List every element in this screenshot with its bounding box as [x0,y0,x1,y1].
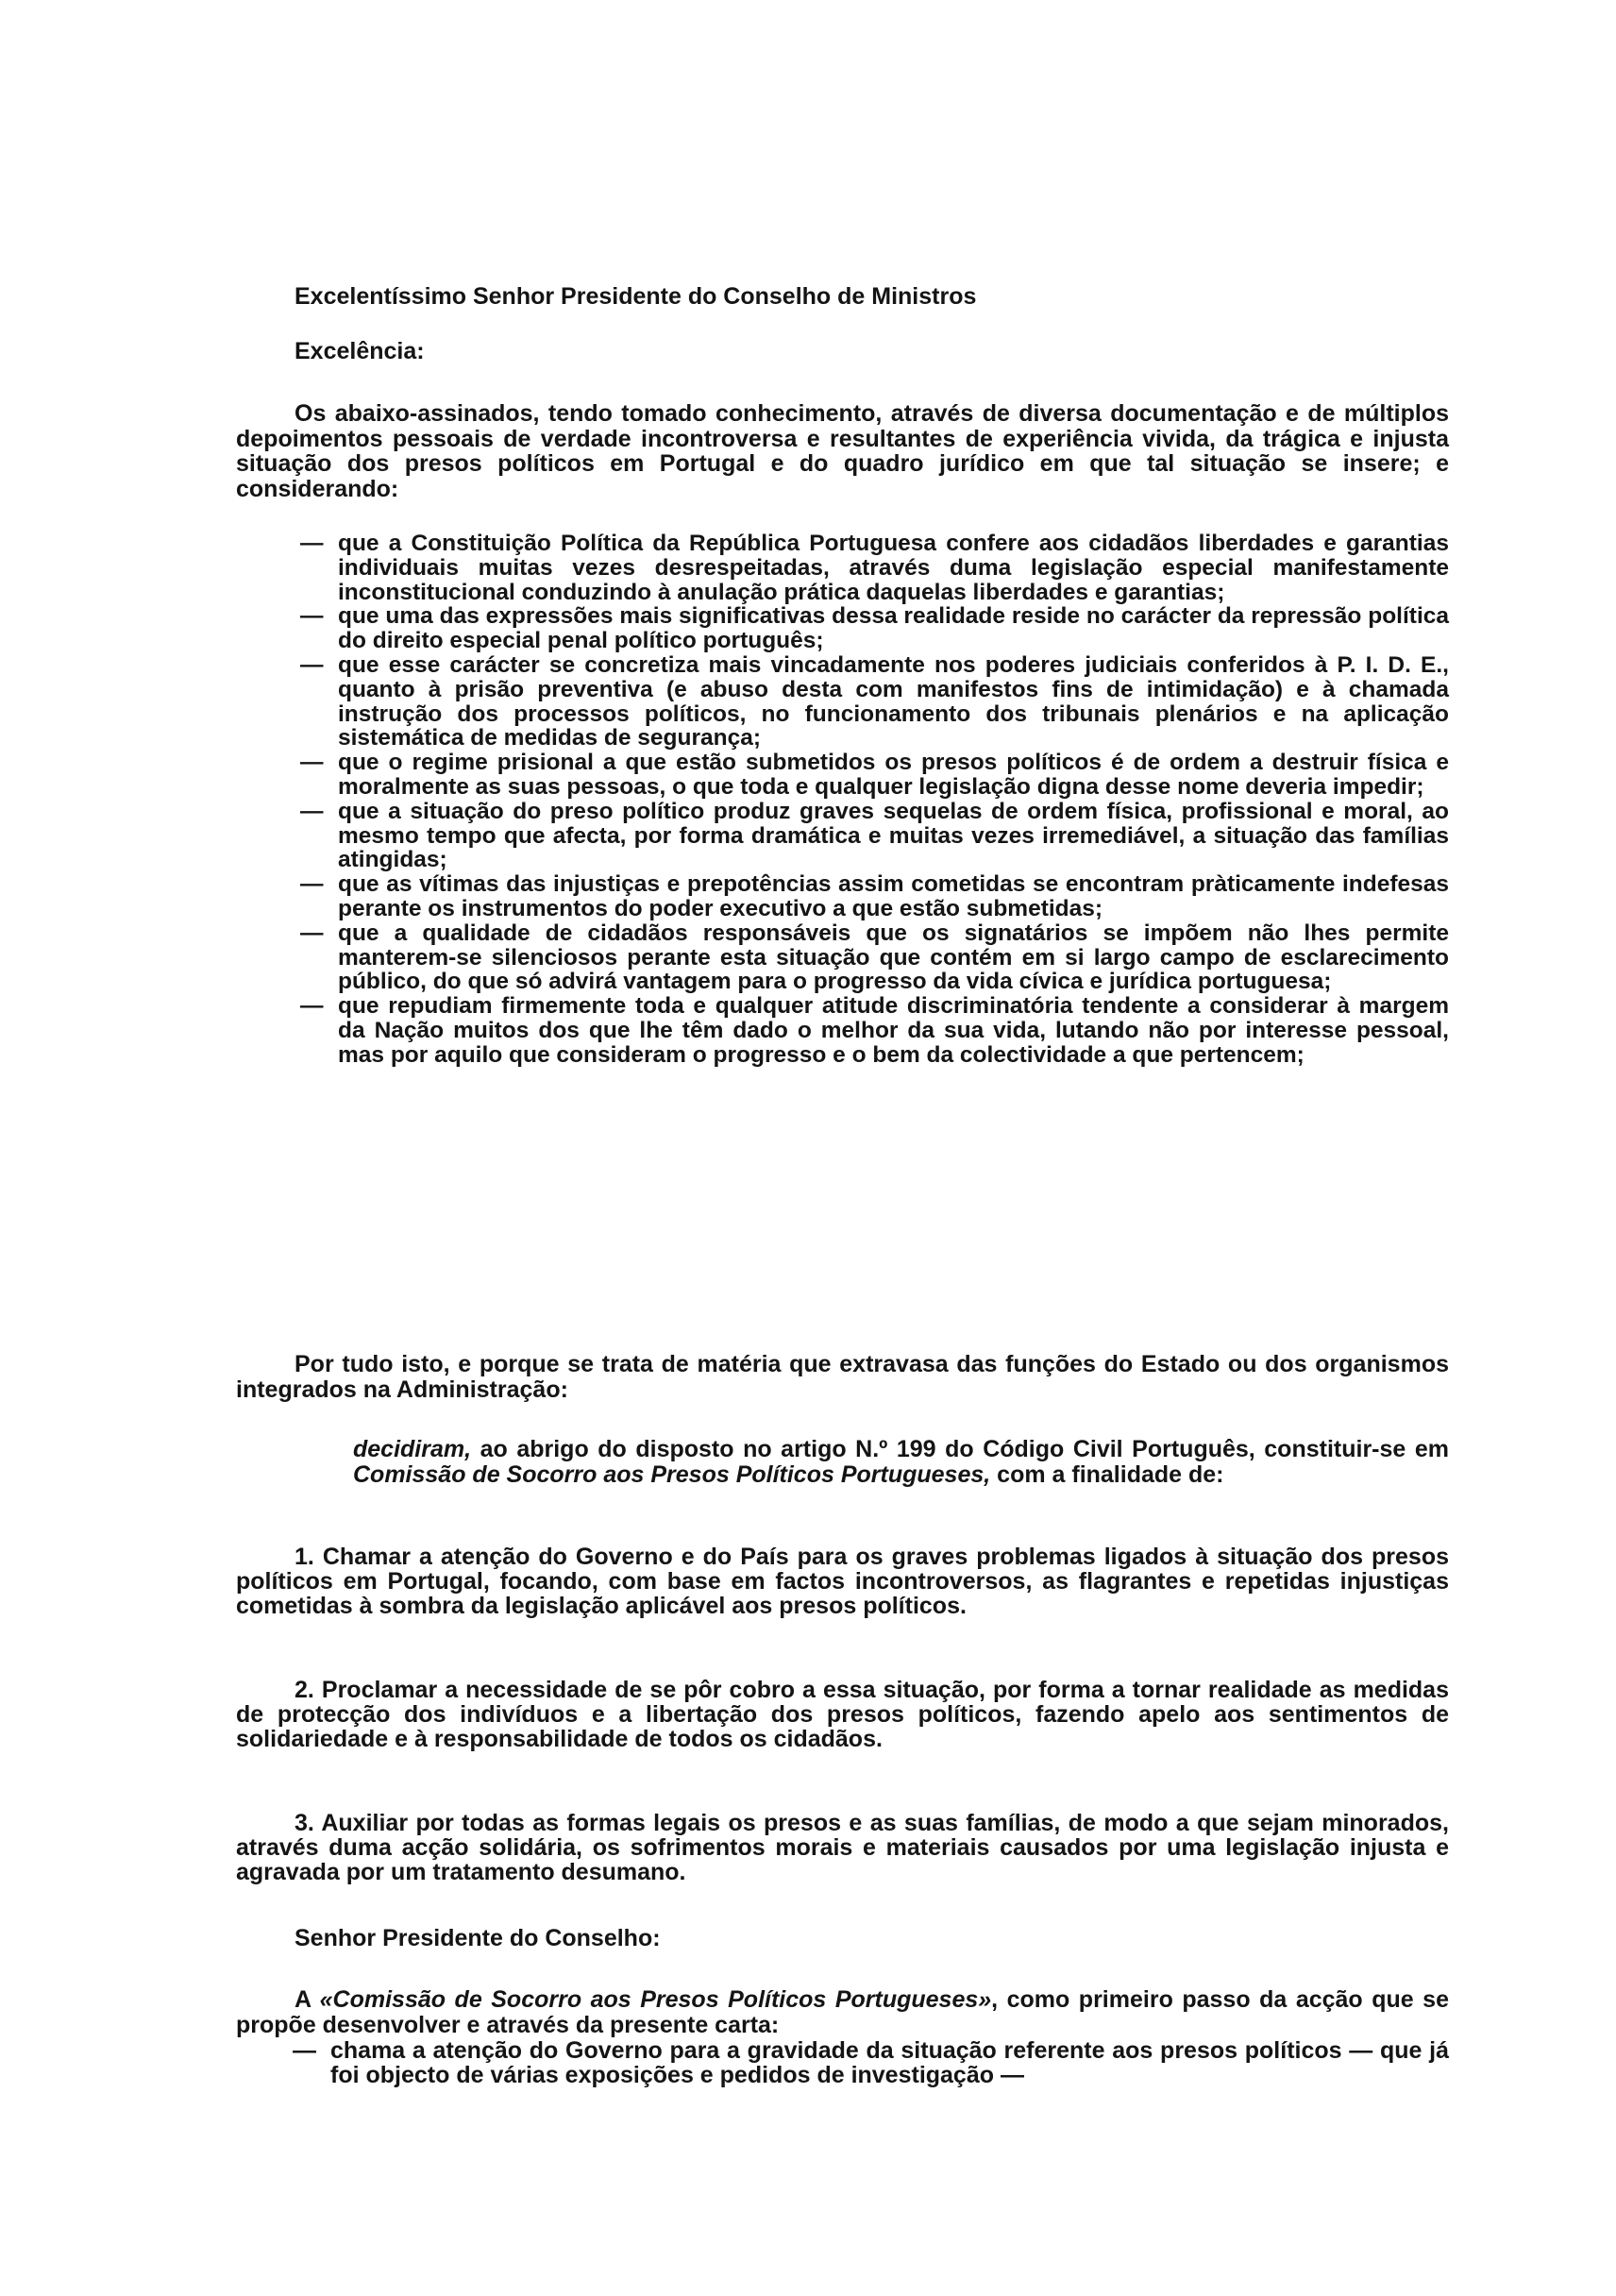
dash-mark: — [300,871,324,898]
considerations-list [300,532,1449,1068]
decision-paragraph: decidiram, ao abrigo do disposto no artigo N.º 199 do Código Civil Português, constituir-se em Comissão de Socorro aos Presos Políticos Portugueses, com a finalidade de: [353,1436,1449,1488]
objective-number: 2. [295,1677,314,1703]
final-item: — chama a atenção do Governo para a gravidade da situação referente aos presos políticos — que já foi objecto de várias exposições e pedidos de investigação — [293,2037,1449,2088]
closing-paragraph: A «Comissão de Socorro aos Presos Políticos Portugueses», como primeiro passo da acção que se propõe desenvolver e através da presente carta: [236,1986,1449,2038]
objective-3: 3. Auxiliar por todas as formas legais os presos e as suas famílias, de modo a que sejam minorados, através duma acção solidária, os sofrimentos morais e materiais causados por uma legislação injusta e agravada por um tratamento desumano. [236,1810,1449,1886]
dash-mark: — [300,798,324,824]
consideration-item: — que uma das expressões mais significativas dessa realidade reside no carácter da repressão política do direito especial penal político português; [300,603,1449,654]
decision-verb: decidiram, [353,1436,472,1462]
commission-name: Comissão de Socorro aos Presos Políticos Portugueses, [353,1460,991,1488]
addressee-line: Excelentíssimo Senhor Presidente do Conselho de Ministros [295,283,977,310]
second-salutation: Senhor Presidente do Conselho: [295,1925,661,1951]
dash-mark: — [300,920,324,946]
therefore-paragraph: Por tudo isto, e porque se trata de matéria que extravasa das funções do Estado ou dos organismos integrados na Administração: [236,1351,1449,1403]
dash-mark: — [300,531,324,556]
objective-1: 1. Chamar a atenção do Governo e do País para os graves problemas ligados à situação dos presos políticos em Portugal, focando, com base em factos incontroversos, as flagrantes e repetidas injustiças cometidas à sombra da legislação aplicável aos presos políticos. [236,1544,1449,1620]
objective-number: 3. [295,1810,314,1836]
consideration-item: — que o regime prisional a que estão submetidos os presos políticos é de ordem a destruir física e moralmente as suas pessoas, o que toda e qualquer legislação digna desse nome deveria impedir; [300,750,1449,800]
objective-2: 2. Proclamar a necessidade de se pôr cobro a essa situação, por forma a tornar realidade as medidas de protecção dos indivíduos e a libertação dos presos políticos, fazendo apelo aos sentimentos de solidariedade e à responsabilidade de todos os cidadãos. [236,1677,1449,1753]
consideration-item: — que a Constituição Política da República Portuguesa confere aos cidadãos liberdades e garantias individuais muitas vezes desrespeitadas, através duma legislação especial manifestamente inconstitucional conduzindo à anulação prática daquelas liberdades e garantias; [300,531,1449,605]
salutation: Excelência: [295,338,425,364]
consideration-item: — que as vítimas das injustiças e prepotências assim cometidas se encontram pràticamente indefesas perante os instrumentos do poder executivo a que estão submetidas; [300,871,1449,921]
dash-mark: — [300,750,324,776]
consideration-item: — que a situação do preso político produz graves sequelas de ordem física, profissional e moral, ao mesmo tempo que afecta, por forma dramática e muitas vezes irremediável, a situação das famílias atingidas; [300,798,1449,873]
commission-quoted: «Comissão de Socorro aos Presos Políticos Portugueses» [319,1986,992,2013]
dash-mark: — [300,993,324,1020]
objective-number: 1. [295,1544,314,1570]
dash-mark: — [300,651,324,678]
consideration-item: — que a qualidade de cidadãos responsáveis que os signatários se impõem não lhes permite manterem-se silenciosos perante esta situação que contém em si largo campo de esclarecimento público, do que só advirá vantagem para o progresso da vida cívica e jurídica portuguesa; [300,920,1449,995]
dash-mark: — [293,2037,316,2064]
intro-paragraph: Os abaixo-assinados, tendo tomado conhecimento, através de diversa documentação e de múltiplos depoimentos pessoais de verdade incontroversa e resultantes de experiência vivida, da trágica e injusta situação dos presos políticos em Portugal e do quadro jurídico em que tal situação se insere; e considerando: [236,400,1449,502]
consideration-item: — que esse carácter se concretiza mais vincadamente nos poderes judiciais conferidos à P. I. D. E., quanto à prisão preventiva (e abuso desta com manifestos fins de intimidação) e à chamada instrução dos processos políticos, no funcionamento dos tribunais plenários e na aplicação sistemática de medidas de segurança; [300,651,1449,751]
final-items-list [293,2038,1449,2087]
dash-mark: — [300,603,324,630]
consideration-item: — que repudiam firmemente toda e qualquer atitude discriminatória tendente a considerar à margem da Nação muitos dos que lhe têm dado o melhor da sua vida, lutando não por interesse pessoal, mas por aquilo que consideram o progresso e o bem da colectividade a que pertencem; [300,993,1449,1068]
